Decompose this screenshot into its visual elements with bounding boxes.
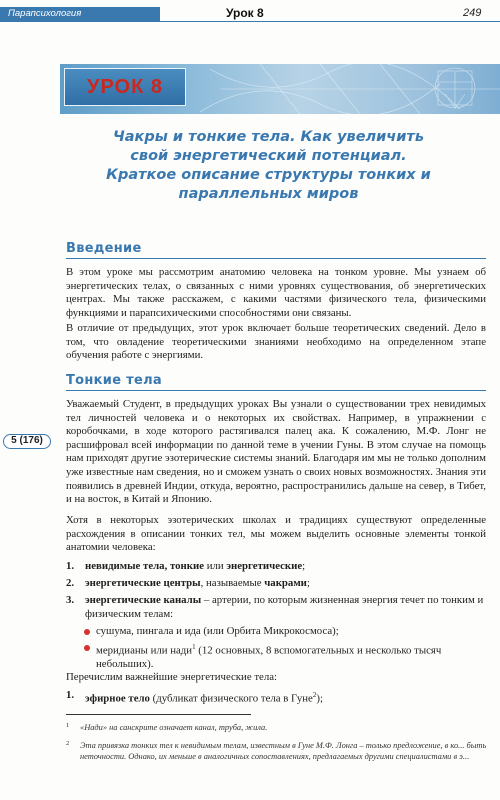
subtle-paragraph-2: Хотя в некоторых эзотерических школах и традициях существуют определенные расхождения в описании тонких тел, мы можем выделить основные элементы тонкой анатомии человека:	[66, 514, 486, 554]
list-text: – артерии, по которым жизненная энергия течет по тонким и физическим телам:	[85, 594, 484, 620]
list-text-end: ;	[302, 560, 306, 572]
header-subject: Парапсихология	[8, 8, 82, 19]
sublist-text: сушума, пингала и ида (или Орбита Микрокосмоса);	[96, 625, 339, 637]
list-term: невидимые тела, тонкие	[85, 560, 204, 572]
footnote-ref: 1	[192, 643, 196, 651]
list-number: 1.	[66, 560, 75, 572]
page-number: 249	[463, 7, 482, 19]
header-lesson: Урок 8	[226, 6, 264, 20]
list-text-end: ;	[306, 577, 310, 589]
footnote-mark: 1	[66, 722, 70, 729]
list-term: энергетические центры	[85, 577, 201, 589]
bullet-icon	[84, 629, 90, 635]
footnote-text: Эта привязка тонких тел к невидимым телам, известным в Гуне М.Ф. Лонга – только предложение, в ко... быть неточности. Однако, их меньше в аналогичных сопоставлениях, предлагаемых другими специалистами в э...	[80, 741, 487, 761]
footnote-mark: 2	[66, 740, 70, 747]
footnote-rule	[66, 714, 251, 715]
sublist-text-end: (12 основных, 8 вспомогательных и несколько тысяч небольших).	[96, 644, 442, 671]
bullet-icon	[84, 645, 90, 651]
list-text: (дубликат физического тела в Гуне	[149, 692, 313, 705]
list-number: 3.	[66, 594, 75, 606]
list-text-end: );	[316, 692, 323, 705]
heading-subtle-bodies: Тонкие тела	[66, 373, 163, 388]
list-term-2: энергетические	[226, 560, 303, 572]
subtle-paragraph-1: Уважаемый Студент, в предыдущих уроках Вы узнали о существовании трех невидимых тел личностей человека и о некоторых их свойствах. Например, в упражнении с коробочками, в ходе которого растягивался палец ака. К сожалению, М.Ф. Лонг не расшифровал всей информации по данной теме в учении Гуны. В этом случае на помощь нам приходят другие эзотерические системы знаний. Благодаря им мы не только дополним уже известные нам сведения, но и сможем узнать о своих новых возможностях. Знания эти появились в древней Индии, откуда, вероятно, распространились дальше на север, в Тибет, и на восток, в Китай и Японию.	[66, 398, 486, 506]
header-rule	[0, 21, 500, 22]
after-list-text: Перечислим важнейшие энергетические тела:	[66, 671, 278, 683]
intro-paragraph-2: В отличие от предыдущих, этот урок включает больше теоретических сведений. Дело в том, что овладение теоретическими знаниями необходимо на определенном этапе обучения работе с энергиями.	[66, 322, 486, 362]
list-text: или	[204, 560, 227, 572]
intro-paragraph-1: В этом уроке мы рассмотрим анатомию человека на тонком уровне. Мы узнаем об энергетических телах, о связанных с ними уровнях существования, об энергетических центрах. Мы также расскажем, с какими частями физического тела, физическими функциями и парапсихическими способностями они связаны.	[66, 266, 486, 319]
footnote-ref: 2	[312, 691, 317, 699]
list-term: эфирное тело	[85, 692, 150, 705]
footnote-text: «Нади» на санскрите означает канал, труба, жила.	[80, 723, 268, 732]
heading-intro: Введение	[66, 241, 142, 256]
list-text: , называемые	[200, 577, 265, 589]
heading-intro-rule	[66, 258, 486, 259]
page-title: Чакры и тонкие тела. Как увеличить свой энергетический потенциал. Краткое описание структуры тонких и параллельных миров	[106, 129, 431, 202]
list-term-2: чакрами	[264, 577, 307, 589]
list-term: энергетические каналы	[85, 594, 202, 606]
margin-badge: 5 (176)	[3, 434, 51, 449]
heading-subtle-rule	[66, 390, 486, 391]
sublist-text: меридианы или нади	[96, 644, 193, 657]
lesson-label: УРОК 8	[87, 76, 163, 98]
lesson-label-box	[64, 68, 186, 106]
list-number: 2.	[66, 577, 75, 589]
list-number: 1.	[66, 689, 75, 701]
